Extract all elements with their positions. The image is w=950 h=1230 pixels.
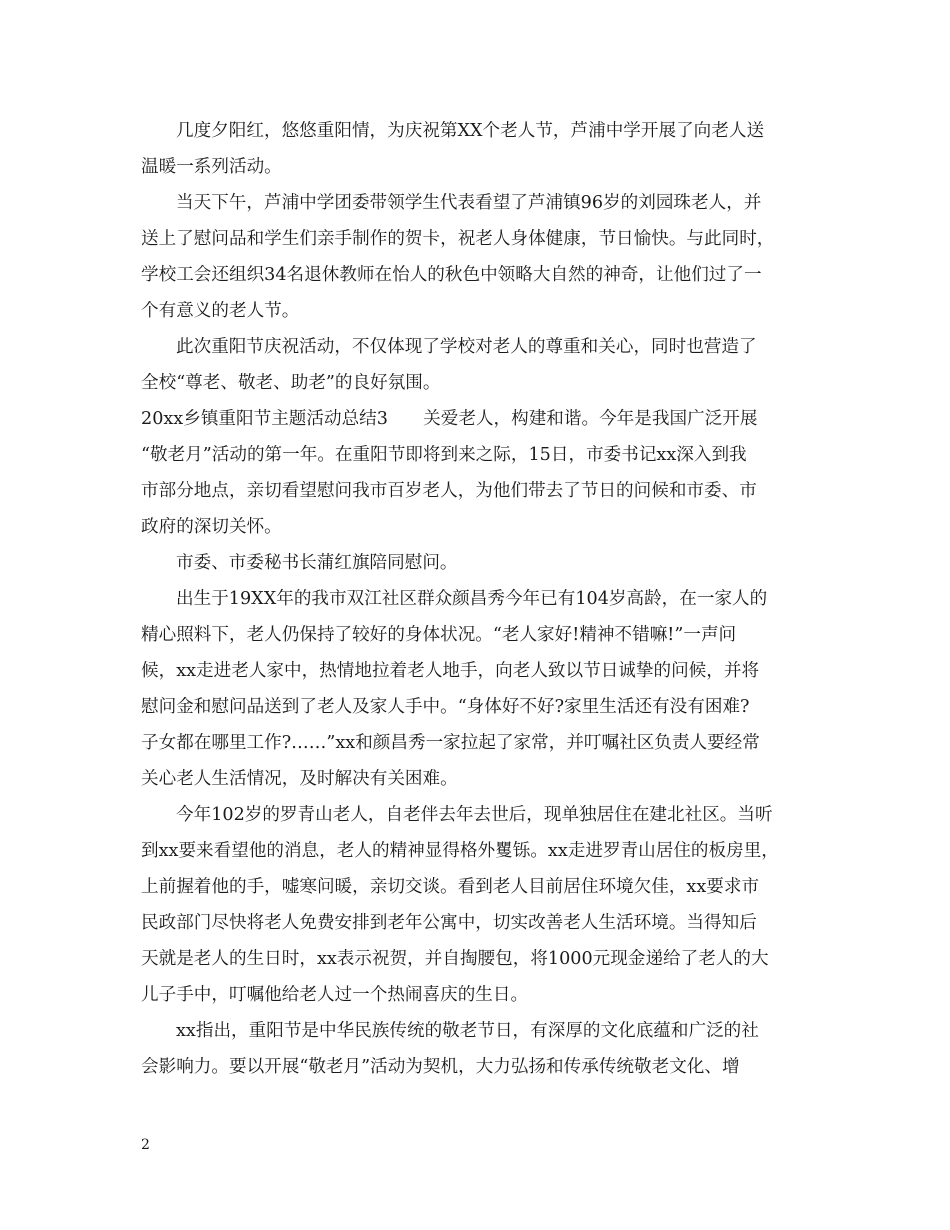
text-line: 学校工会还组织34名退休教师在怡人的秋色中领略大自然的神奇，让他们过了一	[141, 265, 762, 285]
text-line: 个有意义的老人节。	[141, 301, 300, 321]
text-line: 政府的深切关怀。	[141, 517, 282, 537]
text-line: 儿子手中，叮嘱他给老人过一个热闹喜庆的生日。	[141, 985, 529, 1005]
text-line: 民政部门尽快将老人免费安排到老年公寓中，切实改善老人生活环境。当得知后	[141, 913, 757, 933]
text-line: xx指出，重阳节是中华民族传统的敬老节日，有深厚的文化底蕴和广泛的社	[176, 1021, 759, 1041]
text-line: 慰问金和慰问品送到了老人及家人手中。“身体好不好?家里生活还有没有困难?	[141, 697, 750, 717]
text-line: 今年102岁的罗青山老人，自老伴去年去世后，现单独居住在建北社区。当听	[176, 805, 773, 825]
text-line: 候，xx走进老人家中，热情地拉着老人地手，向老人致以节日诚挚的问候，并将	[141, 661, 760, 681]
text-line: 几度夕阳红，悠悠重阳情，为庆祝第XX个老人节，芦浦中学开展了向老人送	[176, 121, 765, 141]
text-line: 当天下午，芦浦中学团委带领学生代表看望了芦浦镇96岁的刘园珠老人，并	[176, 193, 762, 213]
text-line: 上前握着他的手，嘘寒问暖，亲切交谈。看到老人目前居住环境欠佳，xx要求市	[141, 877, 760, 897]
document-body	[141, 113, 813, 1085]
text-line: 精心照料下，老人仍保持了较好的身体状况。“老人家好!精神不错嘛!”一声问	[141, 625, 737, 645]
text-line: 出生于19XX年的我市双江社区群众颜昌秀今年已有104岁高龄，在一家人的	[176, 589, 768, 609]
text-line: 送上了慰问品和学生们亲手制作的贺卡，祝老人身体健康，节日愉快。与此同时，	[141, 229, 775, 249]
text-line: 子女都在哪里工作?……”xx和颜昌秀一家拉起了家常，并叮嘱社区负责人要经常	[141, 733, 760, 753]
text-line: 此次重阳节庆祝活动，不仅体现了学校对老人的尊重和关心，同时也营造了	[176, 337, 757, 357]
text-line: 市部分地点，亲切看望慰问我市百岁老人，为他们带去了节日的问候和市委、市	[141, 481, 757, 501]
text-line: 天就是老人的生日时，xx表示祝贺，并自掏腰包，将1000元现金递给了老人的大	[141, 949, 769, 969]
text-line: 市委、市委秘书长蒲红旗陪同慰问。	[176, 553, 458, 573]
text-line: 温暖一系列活动。	[141, 157, 282, 177]
text-line: 20xx乡镇重阳节主题活动总结3 关爱老人，构建和谐。今年是我国广泛开展	[141, 409, 758, 429]
text-line: 全校“尊老、敬老、助老”的良好氛围。	[141, 373, 441, 393]
text-line: 关心老人生活情况，及时解决有关困难。	[141, 769, 458, 789]
text-line: 到xx要来看望他的消息，老人的精神显得格外矍铄。xx走进罗青山居住的板房里，	[141, 841, 779, 861]
text-line: 会影响力。要以开展“敬老月”活动为契机，大力弘扬和传承传统敬老文化、增	[141, 1057, 740, 1077]
page-number: 2	[141, 1137, 150, 1153]
text-line: “敬老月”活动的第一年。在重阳节即将到来之际，15日，市委书记xx深入到我	[141, 445, 747, 465]
